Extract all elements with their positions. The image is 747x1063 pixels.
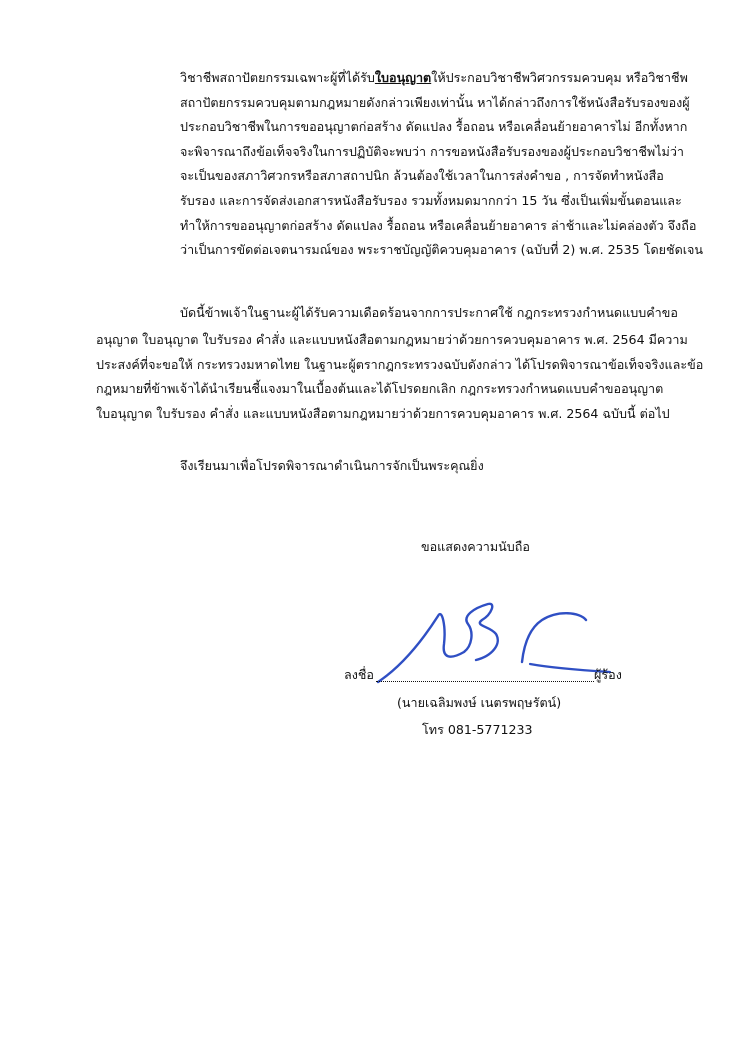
paragraph-line: ว่าเป็นการขัดต่อเจตนารมณ์ของ พระราชบัญญัติควบคุมอาคาร (ฉบับที่ 2) พ.ศ. 2535 โดยชัดเจน	[180, 242, 704, 258]
closing-salutation: ขอแสดงความนับถือ	[421, 539, 530, 554]
signature-line	[344, 665, 622, 685]
sign-prefix: ลงชื่อ	[344, 667, 374, 682]
paragraph-request	[96, 328, 704, 426]
signature-dotted-line	[376, 667, 594, 682]
paragraph-line: ประกอบวิชาชีพในการขออนุญาตก่อสร้าง ดัดแปลง รื้อถอน หรือเคลื่อนย้ายอาคารไม่ อีกทั้งหาก	[180, 119, 688, 135]
sign-suffix: ผู้ร้อง	[593, 667, 622, 682]
paragraph-line: กฎหมายที่ข้าพเจ้าได้นำเรียนชี้แจงมาในเบื้องต้นและได้โปรดยกเลิก กฎกระทรวงกำหนดแบบคำขออนุญาต	[96, 381, 664, 397]
line-text: วิชาชีพสถาปัตยกรรมเฉพาะผู้ที่ได้รับ	[180, 70, 375, 85]
paragraph-request-first-line: บัดนี้ข้าพเจ้าในฐานะผู้ได้รับความเดือดร้อนจากการประกาศใช้ กฎกระทรวงกำหนดแบบคำขอ	[180, 305, 678, 320]
paragraph-line: ใบอนุญาต ใบรับรอง คำสั่ง และแบบหนังสือตามกฎหมายว่าด้วยการควบคุมอาคาร พ.ศ. 2564 ฉบับนี้ ต่อไป	[96, 405, 670, 421]
paragraph-regulation-argument	[180, 66, 704, 263]
paragraph-line: ประสงค์ที่จะขอให้ กระทรวงมหาดไทย ในฐานะผู้ตรากฎกระทรวงฉบับดังกล่าว ได้โปรดพิจารณาข้อเท็จจริงและข้อ	[96, 356, 704, 372]
signer-name: (นายเฉลิมพงษ์ เนตรพฤษรัตน์)	[397, 695, 562, 710]
line-text: ให้ประกอบวิชาชีพวิศวกรรมควบคุม หรือวิชาชีพ	[431, 70, 688, 85]
signer-phone: โทร 081-5771233	[422, 722, 533, 737]
paragraph-line: อนุญาต ใบอนุญาต ใบรับรอง คำสั่ง และแบบหนังสือตามกฎหมายว่าด้วยการควบคุมอาคาร พ.ศ. 2564 มีความ	[96, 332, 688, 347]
paragraph-conclusion: จึงเรียนมาเพื่อโปรดพิจารณาดำเนินการจักเป็นพระคุณยิ่ง	[180, 458, 484, 473]
paragraph-line	[180, 66, 688, 91]
paragraph-line: จะพิจารณาถึงข้อเท็จจริงในการปฏิบัติจะพบว่า การขอหนังสือรับรองของผู้ประกอบวิชาชีพไม่ว่า	[180, 143, 684, 159]
emphasized-term: ใบอนุญาต	[374, 70, 432, 85]
paragraph-line: สถาปัตยกรรมควบคุมตามกฎหมายดังกล่าวเพียงเท่านั้น หาได้กล่าวถึงการใช้หนังสือรับรองของผู้	[180, 94, 690, 110]
paragraph-line: ทำให้การขออนุญาตก่อสร้าง ดัดแปลง รื้อถอน หรือเคลื่อนย้ายอาคาร ล่าช้าและไม่คล่องตัว จึงถือ	[180, 217, 697, 233]
paragraph-line: จะเป็นของสภาวิศวกรหรือสภาสถาปนิก ล้วนต้องใช้เวลาในการส่งคำขอ , การจัดทำหนังสือ	[180, 168, 664, 184]
paragraph-line: รับรอง และการจัดส่งเอกสารหนังสือรับรอง รวมทั้งหมดมากกว่า 15 วัน ซึ่งเป็นเพิ่มขั้นตอนและ	[180, 192, 682, 208]
